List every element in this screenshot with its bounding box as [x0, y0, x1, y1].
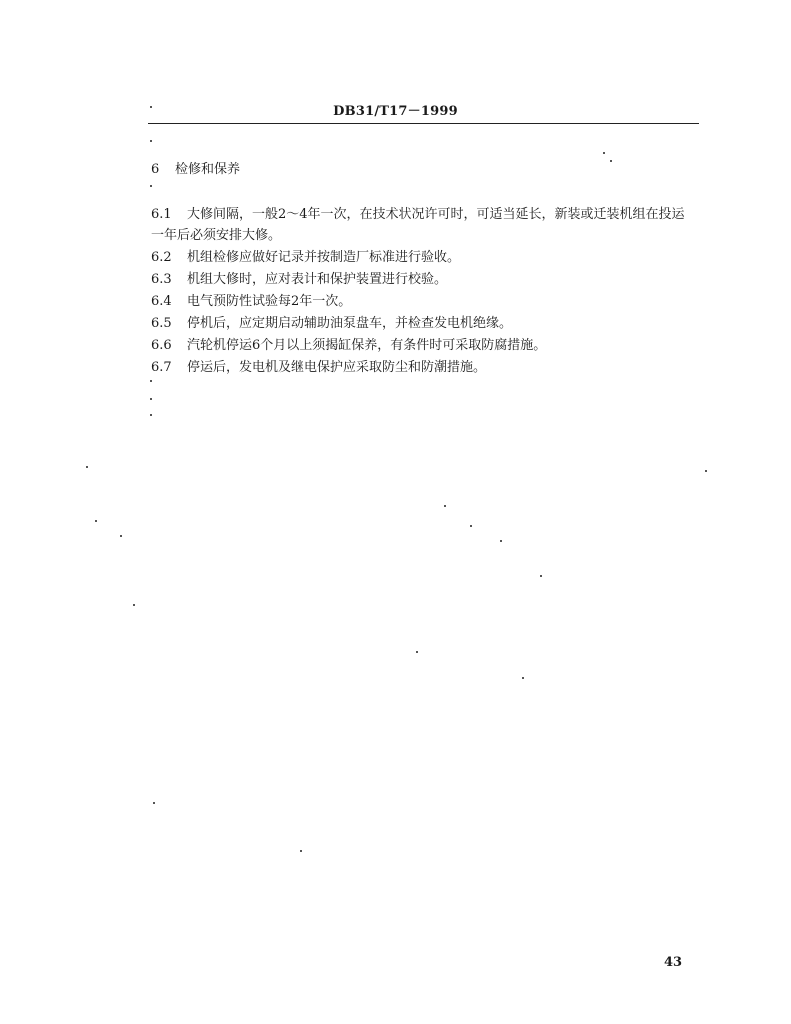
standard-code: DB31/T17－1999: [333, 104, 458, 119]
scan-speck: [705, 470, 707, 472]
scan-speck: [86, 466, 88, 468]
scan-speck: [500, 540, 502, 542]
clause-text: 汽轮机停运6个月以上须揭缸保养，有条件时可采取防腐措施。: [187, 338, 547, 353]
section-number: 6: [151, 162, 160, 177]
clause-number: 6.5: [151, 316, 172, 331]
clause-number: 6.1: [151, 207, 172, 222]
clause-number: 6.7: [151, 360, 172, 375]
clause-6-3: [151, 268, 447, 287]
scan-speck: [133, 604, 135, 606]
clause-number: 6.2: [151, 250, 172, 265]
header-divider: [148, 123, 699, 124]
scan-speck: [470, 525, 472, 527]
clause-text: 停机后，应定期启动辅助油泵盘车，并检查发电机绝缘。: [187, 316, 513, 331]
scan-speck: [522, 677, 524, 679]
section-title: 检修和保养: [175, 162, 241, 177]
clause-text: 大修间隔，一般2～4年一次，在技术状况许可时，可适当延长，新装或迁装机组在投运: [187, 207, 685, 222]
scan-speck: [150, 398, 152, 400]
page-number: 43: [664, 955, 683, 970]
scan-speck: [150, 414, 152, 416]
clause-number: 6.4: [151, 294, 172, 309]
scan-speck: [540, 575, 542, 577]
clause-number: 6.3: [151, 272, 172, 287]
clause-6-1-continuation: [151, 224, 281, 243]
clause-text: 一年后必须安排大修。: [151, 228, 282, 243]
clause-6-2: [151, 246, 460, 265]
clause-6-4: [151, 290, 351, 309]
scan-speck: [300, 850, 302, 852]
scan-speck: [610, 160, 612, 162]
clause-text: 机组检修应做好记录并按制造厂标准进行验收。: [187, 250, 461, 265]
scan-speck: [603, 152, 605, 154]
scan-speck: [95, 520, 97, 522]
scan-speck: [444, 505, 446, 507]
clause-text: 电气预防性试验每2年一次。: [187, 294, 352, 309]
scan-speck: [416, 651, 418, 653]
clause-text: 停运后，发电机及继电保护应采取防尘和防潮措施。: [187, 360, 487, 375]
scan-speck: [120, 535, 122, 537]
clause-6-7: [151, 356, 486, 375]
clause-text: 机组大修时，应对表计和保护装置进行校验。: [187, 272, 448, 287]
scan-speck: [153, 802, 155, 804]
scan-speck: [150, 140, 152, 142]
clause-number: 6.6: [151, 338, 172, 353]
section-heading: [151, 158, 240, 177]
clause-6-6: [151, 334, 546, 353]
clause-6-1: [151, 203, 685, 222]
clause-6-5: [151, 312, 512, 331]
scan-speck: [150, 106, 152, 108]
scan-speck: [150, 380, 152, 382]
scan-speck: [150, 185, 152, 187]
